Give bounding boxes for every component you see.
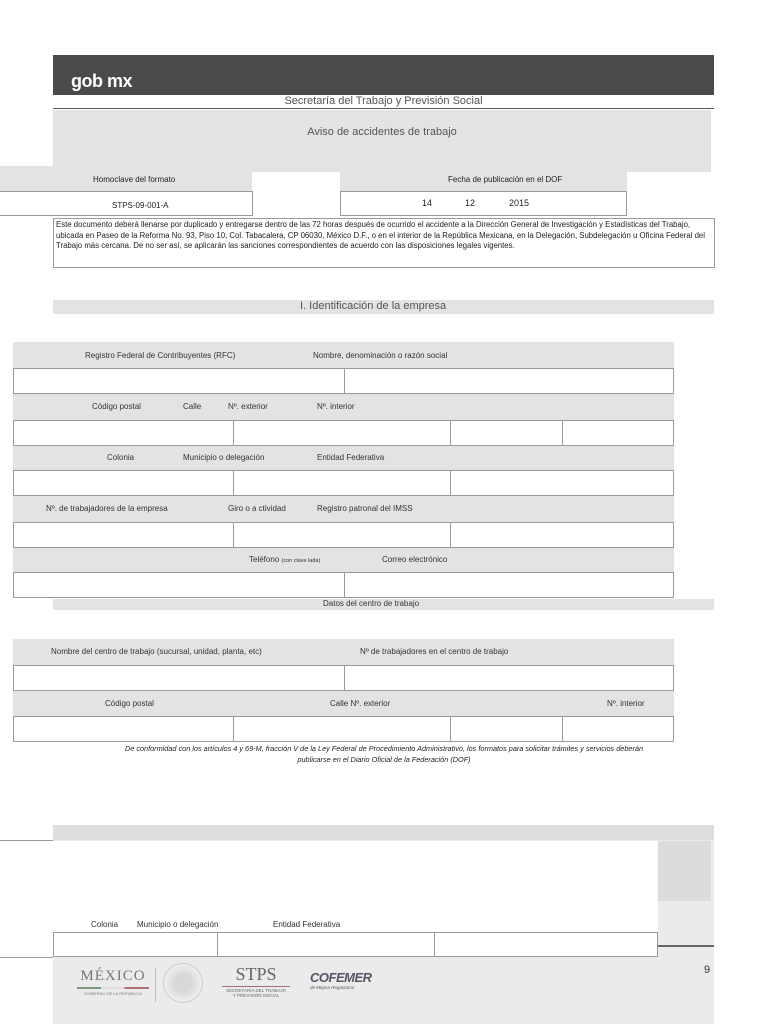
num-trab-centro-label: Nº de trabajadores en el centro de trabajo: [360, 647, 509, 656]
dof-label: Fecha de publicación en el DOF: [448, 175, 563, 184]
notice-text: Este documento deberá llenarse por duplicado y entregarse dentro de las 72 horas después de ocurrido el accidente a la Dirección General de Investigación y Estadísticas del Trabajo, ubicada en Paseo de la Reforma No. 93, Piso 10, Col. Tabacalera, CP 06030, México D.F., o en el interior de la República Mexicana, en la Delegación, Subdelegación u Oficina Federal del Trabajo más cercana. De no ser así, se aplicarán las sanciones correspondientes de acuerdo con las disposiciones legales vigentes.: [56, 220, 705, 250]
centro-calle-ext-label: Calle Nº. exterior: [330, 699, 391, 708]
centro-address-input-row: [13, 716, 674, 742]
stps-sub2: Y PREVISIÓN SOCIAL: [232, 993, 280, 998]
no-exterior-label: Nº. exterior: [228, 402, 268, 411]
dof-year: 2015: [509, 198, 530, 208]
section-centro-header: [53, 599, 714, 610]
trabajadores-label-row: [13, 496, 674, 522]
header-bar: [53, 55, 714, 95]
centro-no-interior-input[interactable]: [562, 717, 674, 741]
lower-white-block: [53, 841, 658, 918]
lower-entidad-input[interactable]: [434, 933, 658, 956]
telefono-input[interactable]: [14, 573, 345, 597]
correo-input[interactable]: [344, 573, 674, 597]
homoclave-field[interactable]: [0, 191, 253, 216]
homoclave-value: STPS-09-001-A: [112, 201, 169, 210]
colonia-label-row: [13, 446, 674, 470]
lower-municipio-label: Municipio o delegación: [137, 920, 219, 929]
colonia-input-row: [13, 470, 674, 496]
form-title-banner: [53, 110, 711, 172]
entidad-input[interactable]: [450, 471, 674, 495]
legal-note: [30, 743, 738, 765]
telefono-note: (con clave lada): [281, 558, 321, 564]
num-trabajadores-label: Nº. de trabajadores de la empresa: [46, 504, 168, 513]
rfc-label: Registro Federal de Contribuyentes (RFC): [85, 351, 236, 360]
lower-municipio-input[interactable]: [217, 933, 435, 956]
gobmx-logo: gob mx: [71, 71, 133, 91]
centro-no-exterior-input[interactable]: [450, 717, 563, 741]
cofemer-logo: [310, 970, 380, 990]
dof-day: 14: [422, 198, 433, 208]
centro-calle-input[interactable]: [233, 717, 451, 741]
giro-input[interactable]: [233, 523, 451, 547]
no-interior-input[interactable]: [562, 421, 674, 445]
legal-note-line-2: publicarse en el Diario Oficial de la Federación (DOF): [297, 755, 471, 764]
address-input-row: [13, 420, 674, 446]
calle-input[interactable]: [233, 421, 451, 445]
colonia-input[interactable]: [14, 471, 234, 495]
nombre-centro-input[interactable]: [14, 666, 345, 690]
homoclave-label: Homoclave del formato: [93, 175, 176, 184]
mexico-wordmark: MÉXICO: [80, 968, 146, 984]
telefono-label-text: Teléfono: [249, 555, 280, 564]
rfc-input[interactable]: [14, 369, 345, 393]
colonia-label: Colonia: [107, 453, 135, 462]
stps-bar: [222, 986, 290, 987]
section-identificacion-header: [53, 300, 714, 314]
cofemer-sub: de Mejora Regulatoria: [310, 985, 355, 990]
section-centro-title: Datos del centro de trabajo: [323, 599, 420, 608]
centro-cp-label: Código postal: [105, 699, 154, 708]
left-rule-bottom: [0, 957, 53, 958]
registro-patronal-input[interactable]: [450, 523, 674, 547]
cp-label: Código postal: [92, 402, 141, 411]
correo-label: Correo electrónico: [382, 555, 448, 564]
ministry-name: Secretaría del Trabajo y Previsión Social: [53, 95, 714, 109]
cp-input[interactable]: [14, 421, 234, 445]
lower-right-gray-box: [658, 841, 711, 901]
dof-label-cell: [340, 166, 627, 191]
nombre-centro-label: Nombre del centro de trabajo (sucursal, unidad, planta, etc): [51, 647, 262, 656]
lower-input-row: [53, 932, 658, 957]
address-label-row: [13, 394, 674, 420]
mexico-logo: [73, 968, 153, 996]
mexico-sub: GOBIERNO DE LA REPÚBLICA: [84, 991, 142, 996]
stps-logo: [216, 964, 296, 998]
dof-date-field[interactable]: [340, 191, 627, 216]
lower-colonia-input[interactable]: [54, 933, 218, 956]
stps-sub1: SECRETARÍA DEL TRABAJO: [226, 988, 286, 993]
section-identificacion-title: I. Identificación de la empresa: [300, 300, 447, 312]
centro-input-row: [13, 665, 674, 691]
lower-entidad-label: Entidad Federativa: [273, 920, 341, 929]
trabajadores-input-row: [13, 522, 674, 548]
footer-logos: [53, 958, 714, 1024]
registro-patronal-label: Registro patronal del IMSS: [317, 504, 413, 513]
dof-month: 12: [465, 198, 476, 208]
entidad-label: Entidad Federativa: [317, 453, 385, 462]
left-white-band: [0, 841, 53, 957]
legal-note-line-1: De conformidad con los artículos 4 y 69-M, fracción V de la Ley Federal de Procedimiento Administrativo, los formatos para solicitar trámites y servicios deberán: [124, 744, 644, 753]
calle-label: Calle: [183, 402, 202, 411]
page-number: 9: [704, 964, 711, 976]
homoclave-label-cell: [0, 166, 252, 191]
mexico-bar: [77, 987, 149, 989]
coat-of-arms-icon: [163, 963, 203, 1003]
municipio-label: Municipio o delegación: [183, 453, 265, 462]
centro-no-interior-label: Nº. interior: [607, 699, 645, 708]
centro-address-label-row: [13, 691, 674, 716]
no-exterior-input[interactable]: [450, 421, 563, 445]
notice-box: [53, 218, 715, 268]
no-interior-label: Nº. interior: [317, 402, 355, 411]
mexico-separator: [155, 968, 156, 1002]
razon-social-label: Nombre, denominación o razón social: [313, 351, 448, 360]
rfc-label-row: [13, 342, 674, 368]
razon-social-input[interactable]: [344, 369, 674, 393]
num-trab-centro-input[interactable]: [344, 666, 674, 690]
telefono-input-row: [13, 572, 674, 598]
centro-cp-input[interactable]: [14, 717, 234, 741]
giro-label: Giro o a ctividad: [228, 504, 286, 513]
cofemer-wordmark: COFEMER: [310, 970, 372, 985]
form-title: Aviso de accidentes de trabajo: [307, 126, 457, 138]
telefono-label: [249, 555, 320, 564]
num-trabajadores-input[interactable]: [14, 523, 234, 547]
rfc-razon-input-row: [13, 368, 674, 394]
stps-wordmark: STPS: [235, 964, 277, 984]
centro-label-row: [13, 639, 674, 665]
lower-colonia-label: Colonia: [91, 920, 119, 929]
telefono-label-row: [13, 548, 674, 572]
municipio-input[interactable]: [233, 471, 451, 495]
lower-colonia-label-row: [53, 918, 658, 932]
lower-gray-strip: [53, 825, 714, 840]
